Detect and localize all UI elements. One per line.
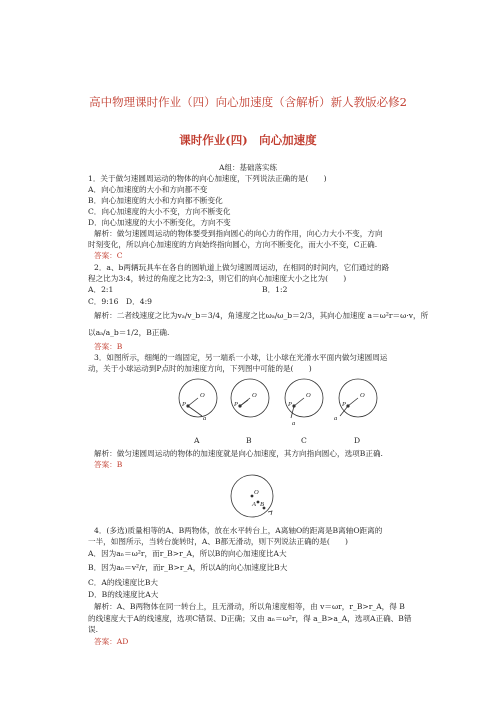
label-A: A [252, 501, 256, 508]
label-p-a: P [182, 401, 186, 408]
q1-analysis-line2: 时刻变化，所以向心加速度的方向始终指向圆心，方向不断变化，而大小不变，C正确. [88, 240, 378, 249]
q4-option-d: D．B的线速度比A大 [88, 590, 159, 599]
q3-label-d: D [354, 436, 361, 445]
q3-answer: 答案：B [94, 460, 123, 469]
q3-label-b: B [246, 436, 252, 445]
q2-stem-line1: 2．a、b两辆玩具车在各自的圆轨道上做匀速圆周运动，在相同的时间内，它们通过的路 [94, 263, 390, 272]
q2-option-b: B．1:2 [262, 285, 288, 294]
q2-analysis-line1: 解析：二者线速度之比为vₐ/v_b＝3/4，角速度之比ωₐ/ω_b＝2/3，其向心加速度 a＝ω²r＝ω·v，所 [94, 311, 429, 320]
q2-answer: 答案：B [94, 342, 123, 351]
document-title: 高中物理课时作业（四）向心加速度（含解析）新人教版必修2 [89, 95, 407, 109]
q4-analysis-line2: 的线速度大于A的线速度，选项C错误、D正确；又由 aₙ＝ω²r，得 a_B>a_A，选项A正确、B错 [88, 614, 412, 623]
label-o-d: O [360, 392, 365, 399]
label-o: O [254, 489, 259, 496]
label-o-a: O [200, 392, 205, 399]
label-p-d: P [342, 401, 346, 408]
label-p-b: P [234, 401, 238, 408]
label-p-c: P [288, 401, 292, 408]
label-o-b: O [252, 392, 257, 399]
q2-analysis-line2: 以aₐ/a_b＝1/2，B正确. [88, 328, 170, 337]
label-B: B [260, 501, 264, 508]
q3-stem-line1: 3．如图所示，细绳的一端固定，另一端系一小球，让小球在光滑水平面内做匀速圆周运 [94, 353, 388, 362]
label-a-d: a [334, 415, 338, 422]
q4-stem-line1: 4．(多选)质量相等的A、B两物体，放在水平转台上，A离轴O的距离是B离轴O距离的 [94, 526, 383, 535]
label-o-c: O [306, 392, 311, 399]
q4-stem-line2: 一半，如图所示，当转台旋转时，A、B都无滑动，则下列说法正确的是( ) [88, 537, 348, 546]
q2-option-a: A．2:1 [88, 285, 114, 294]
q3-label-a: A [194, 436, 200, 445]
q2-option-cd: C．9:16 D．4:9 [88, 297, 152, 306]
q3-analysis: 解析：做匀速圆周运动的物体的加速度就是向心加速度，其方向指向圆心，选项B正确. [94, 449, 383, 458]
q3-stem-line2: 动，关于小球运动到P点时的加速度方向，下列图中可能的是( ) [88, 364, 312, 373]
q4-turntable-figure [224, 470, 280, 520]
arrow-a [188, 406, 202, 416]
label-a-a: a [203, 415, 207, 422]
q4-analysis-line3: 误. [88, 625, 99, 634]
q1-option-c: C．向心加速度的大小不变，方向不断变化 [88, 207, 231, 216]
q4-option-a: A．因为aₙ＝ω²r，而r_B>r_A，所以B的向心加速度比A大 [88, 549, 287, 558]
q4-option-b: B．因为aₙ＝v²/r，而r_B>r_A，所以A的向心加速度比B大 [88, 563, 288, 572]
section-title: 课时作业(四) 向心加速度 [179, 133, 317, 147]
label-a-c: a [292, 420, 296, 427]
q3-diagrams [168, 376, 408, 434]
q1-option-b: B．向心加速度的大小和方向都不断变化 [88, 196, 223, 205]
q4-answer: 答案：AD [94, 637, 129, 646]
q1-option-a: A．向心加速度的大小和方向都不变 [88, 185, 208, 194]
group-label: A组：基础落实练 [219, 163, 277, 172]
q1-stem: 1．关于做匀速圆周运动的物体的向心加速度，下列说法正确的是( ) [88, 174, 327, 183]
q4-option-c: C．A的线速度比B大 [88, 578, 159, 587]
q1-analysis-line1: 解析：做匀速圆周运动的物体要受到指向圆心的向心力的作用，向心力大小不变，方向 [94, 229, 383, 238]
q1-answer: 答案：C [94, 251, 123, 260]
q2-stem-line2: 程之比为3:4，转过的角度之比为2:3，则它们的向心加速度大小之比为( ) [88, 274, 347, 283]
q1-option-d: D．向心加速度的大小不断变化，方向不变 [88, 218, 231, 227]
q4-analysis-line1: 解析：A、B两物体在同一转台上，且无滑动，所以角速度相等，由 v＝ωr，r_B>r_A，得 B [94, 602, 405, 611]
q3-label-c: C [301, 436, 307, 445]
